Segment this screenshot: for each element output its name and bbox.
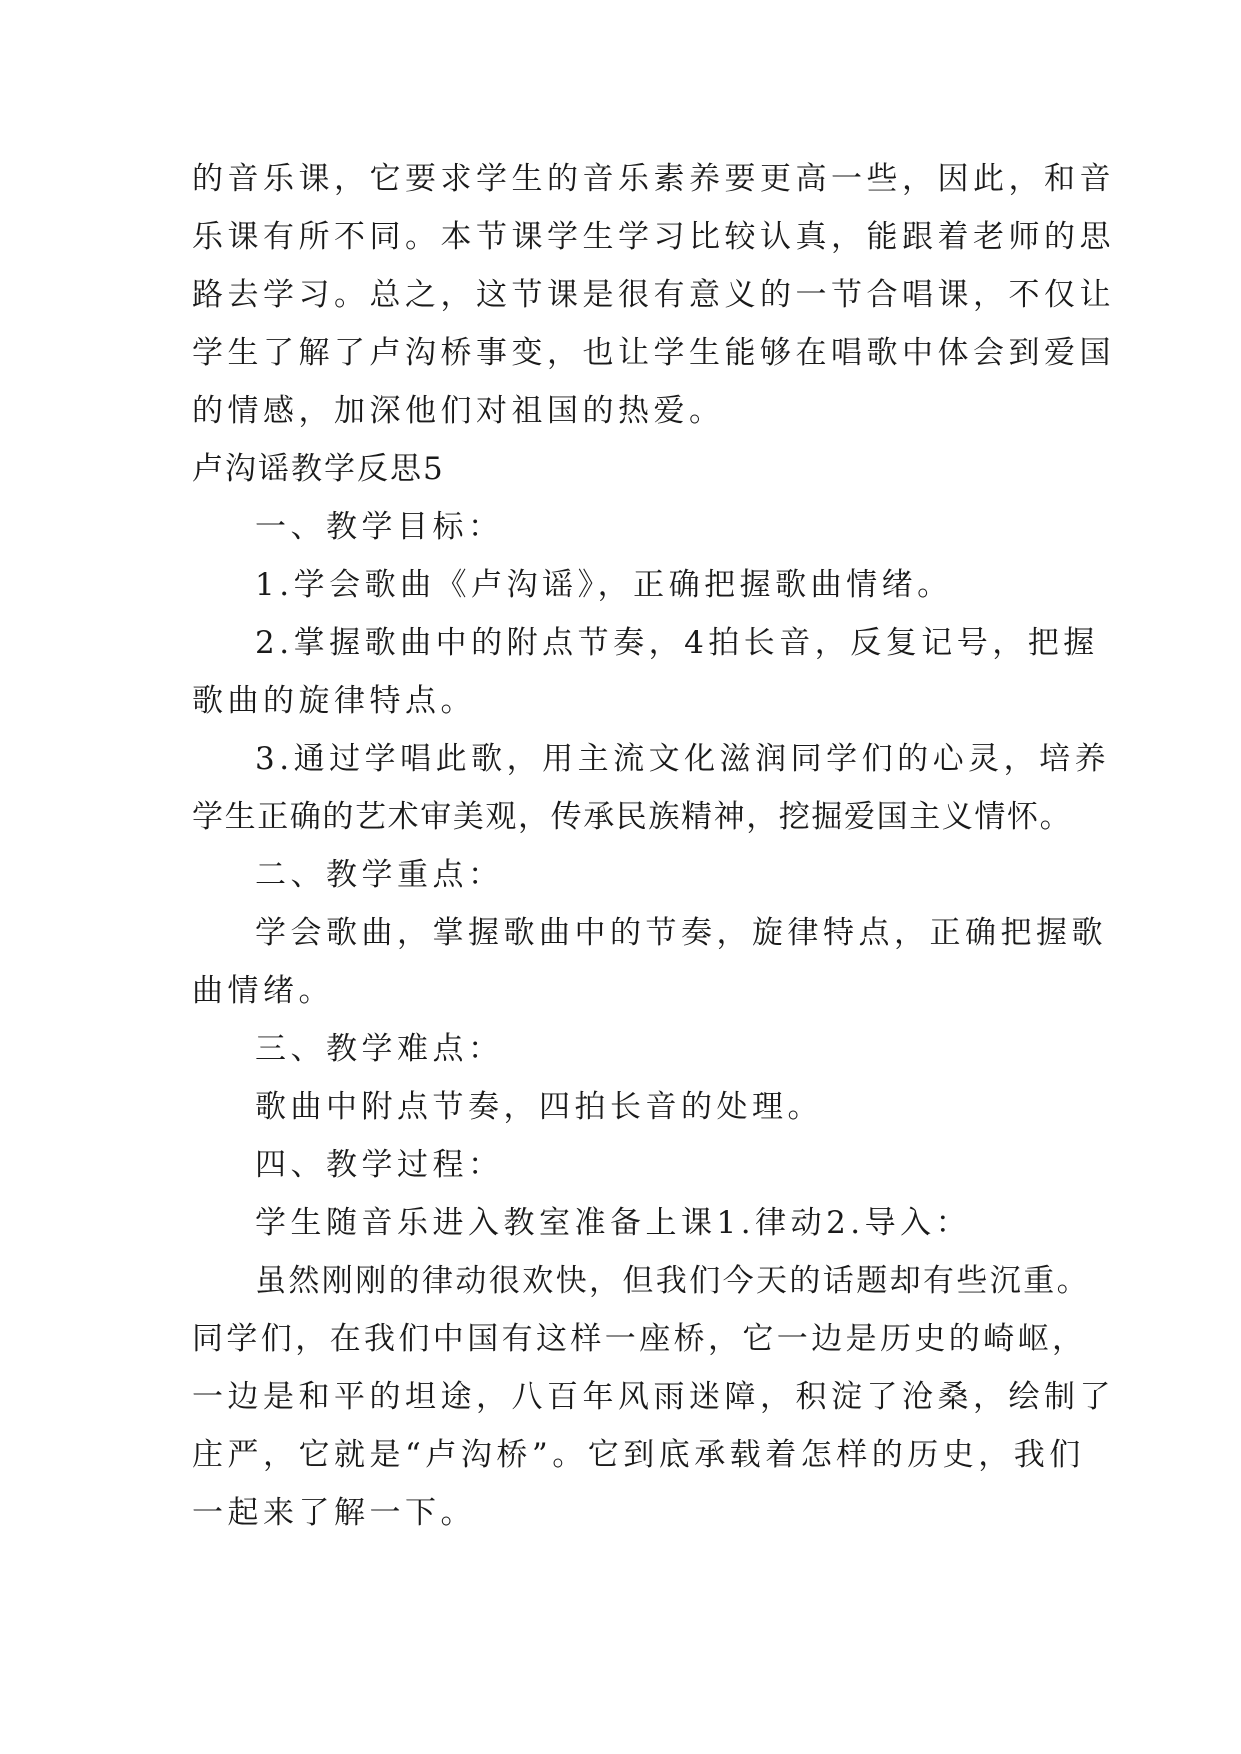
heading-process: 四、教学过程： [255,1147,504,1183]
text-line: 的情感，加深他们对祖国的热爱。 [192,393,725,429]
text-line: 路去学习。总之，这节课是很有意义的一节合唱课，不仅让 [192,277,1115,313]
text-line: 学生正确的艺术审美观，传承民族精神，挖掘爱国主义情怀。 [192,799,1073,835]
section-title: 卢沟谣教学反思5 [192,451,445,487]
document-body [192,150,1115,1542]
text-line: 1.学会歌曲《卢沟谣》，正确把握歌曲情绪。 [255,567,953,603]
text-line: 虽然刚刚的律动很欢快，但我们今天的话题却有些沉重。 [255,1263,1090,1299]
text-line: 歌曲中附点节奏，四拍长音的处理。 [255,1089,823,1125]
text-line: 曲情绪。 [192,973,334,1009]
heading-key-points: 二、教学重点： [255,857,504,893]
text-line: 学生随音乐进入教室准备上课1.律动2.导入： [255,1205,972,1241]
text-line: 2.掌握歌曲中的附点节奏，4拍长音，反复记号，把握 [255,625,1099,661]
text-line: 一起来了解一下。 [192,1495,476,1531]
text-line: 学会歌曲，掌握歌曲中的节奏，旋律特点，正确把握歌 [255,915,1107,951]
text-line: 一边是和平的坦途，八百年风雨迷障，积淀了沧桑，绘制了 [192,1379,1115,1415]
text-line: 庄严，它就是“卢沟桥”。它到底承载着怎样的历史，我们 [192,1437,1085,1473]
text-line: 乐课有所不同。本节课学生学习比较认真，能跟着老师的思 [192,219,1115,255]
text-line: 的音乐课，它要求学生的音乐素养要更高一些，因此，和音 [192,161,1115,197]
text-line: 学生了解了卢沟桥事变，也让学生能够在唱歌中体会到爱国 [192,335,1115,371]
text-line: 同学们，在我们中国有这样一座桥，它一边是历史的崎岖， [192,1321,1087,1357]
heading-difficulties: 三、教学难点： [255,1031,504,1067]
text-line: 3.通过学唱此歌，用主流文化滋润同学们的心灵，培养 [255,741,1111,777]
heading-objectives: 一、教学目标： [255,509,504,545]
text-line: 歌曲的旋律特点。 [192,683,476,719]
